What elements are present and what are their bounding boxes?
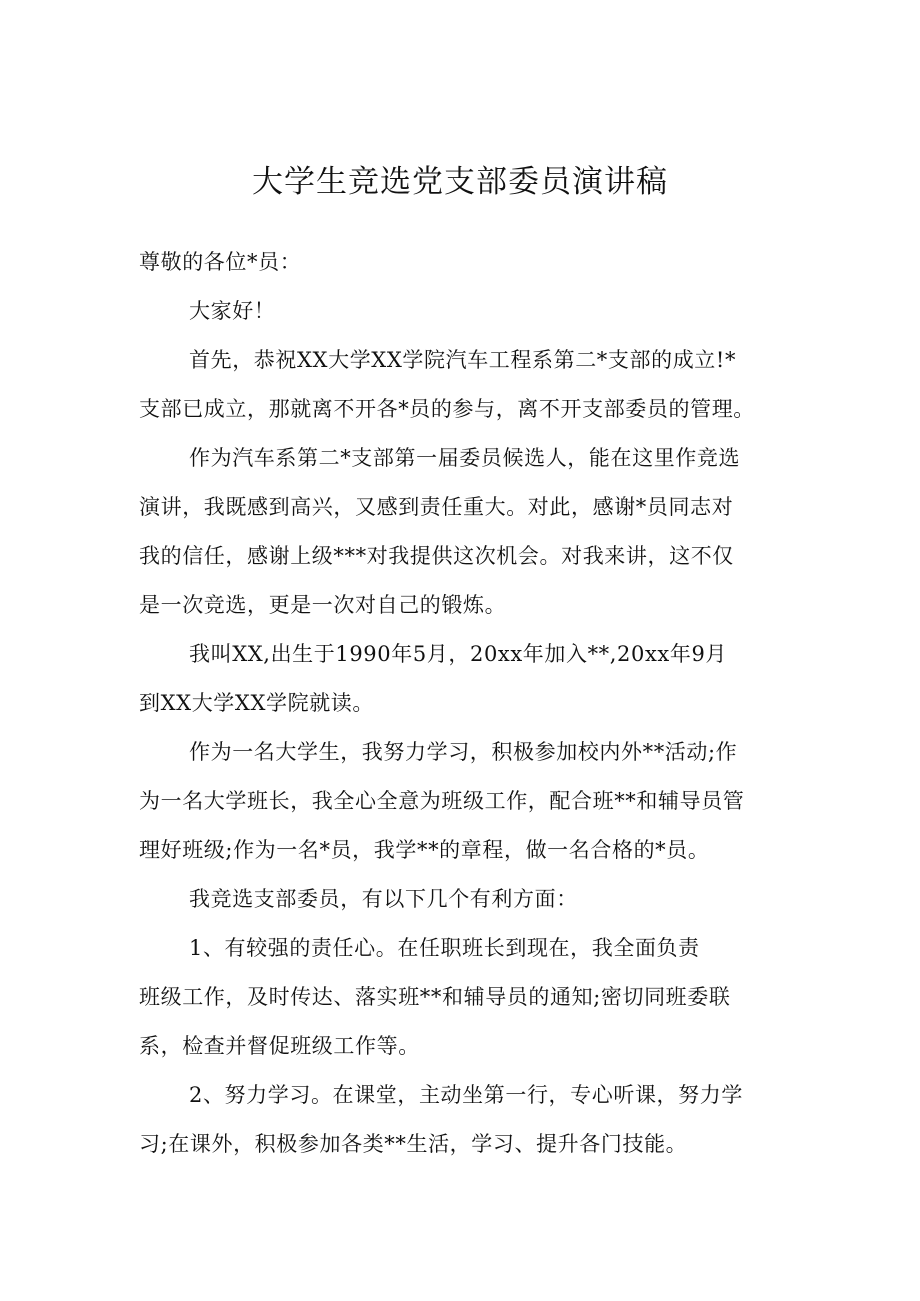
paragraph-line: 为一名大学班长，我全心全意为班级工作，配合班**和辅导员管 [139,789,745,813]
list-item-line: 系，检查并督促班级工作等。 [139,1034,420,1058]
list-item-line: 1、有较强的责任心。在任职班长到现在，我全面负责 [189,936,700,960]
paragraph-line: 首先，恭祝XX大学XX学院汽车工程系第二*支部的成立!* [189,348,737,372]
salutation: 尊敬的各位*员： [139,250,302,274]
paragraph-line: 作为汽车系第二*支部第一届委员候选人，能在这里作竞选 [189,446,741,470]
paragraph-line: 理好班级;作为一名*员，我学**的章程，做一名合格的*员。 [139,838,710,862]
paragraph-line: 作为一名大学生，我努力学习，积极参加校内外**活动;作 [189,740,738,764]
paragraph-line: 支部已成立，那就离不开各*员的参与，离不开支部委员的管理。 [139,397,755,421]
greeting: 大家好！ [189,299,276,323]
list-item-line: 习;在课外，积极参加各类**生活，学习、提升各门技能。 [139,1132,688,1156]
paragraph-line: 我竞选支部委员，有以下几个有利方面： [189,887,578,911]
paragraph-line: 到XX大学XX学院就读。 [139,691,374,715]
paragraph-line: 演讲，我既感到高兴，又感到责任重大。对此，感谢*员同志对 [139,495,734,519]
paragraph-line: 我叫XX,出生于1990年5月，20xx年加入**,20xx年9月 [189,642,728,666]
document-title: 大学生竞选党支部委员演讲稿 [252,164,668,200]
list-item-line: 班级工作，及时传达、落实班**和辅导员的通知;密切同班委联 [139,985,731,1009]
paragraph-line: 是一次竞选，更是一次对自己的锻炼。 [139,593,507,617]
paragraph-line: 我的信任，感谢上级***对我提供这次机会。对我来讲，这不仅 [139,544,734,568]
list-item-line: 2、努力学习。在课堂，主动坐第一行，专心听课，努力学 [189,1083,743,1107]
